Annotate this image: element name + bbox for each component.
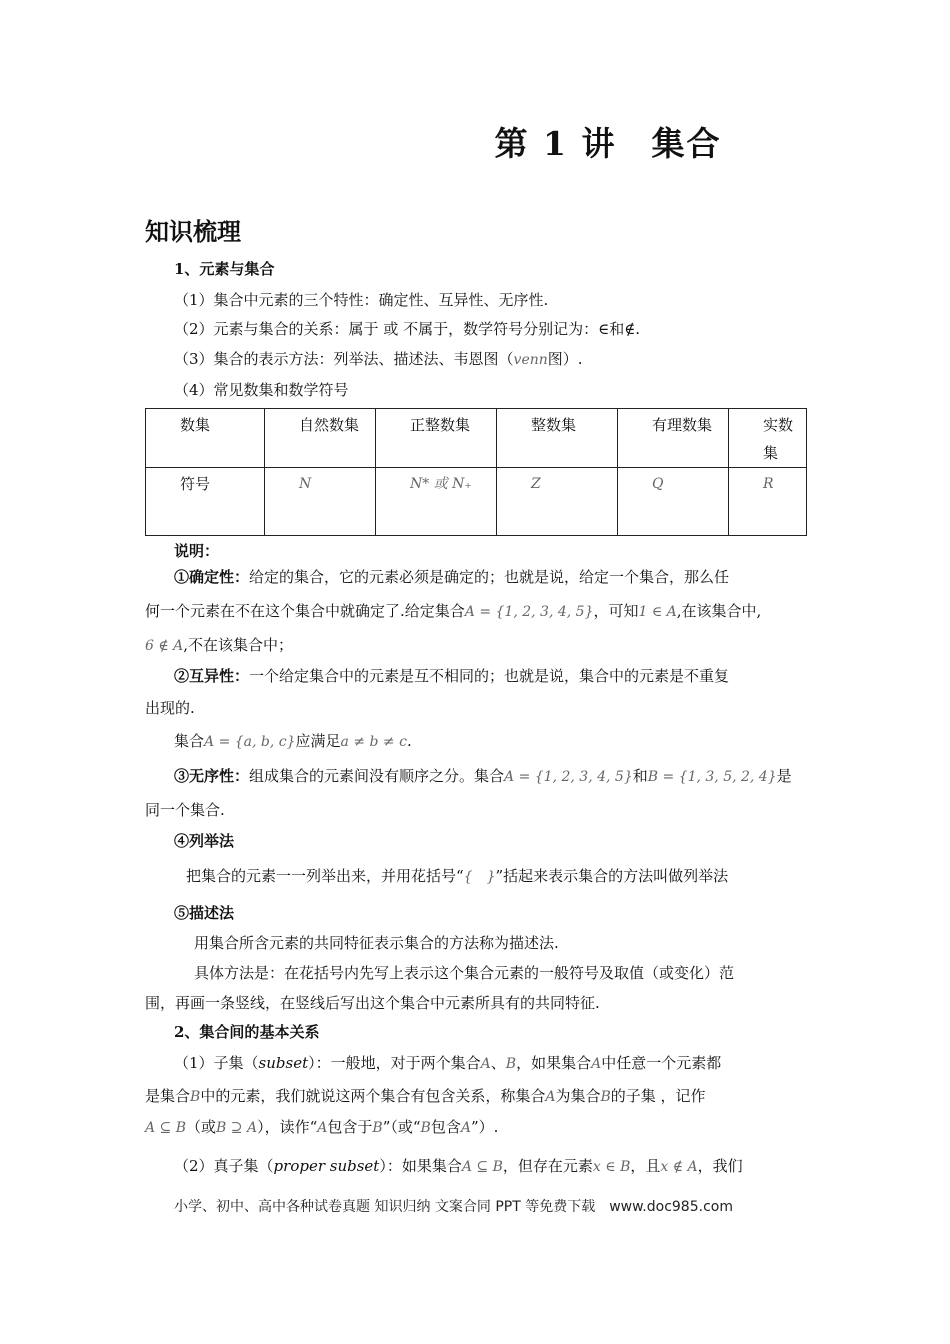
text: 中的元素，我们就说这两个集合有包含关系，称集合	[200, 1087, 546, 1105]
text: 中任意一个元素都	[601, 1054, 722, 1072]
note-5-label: ⑤描述法	[174, 904, 235, 922]
math: A = {1, 2, 3, 4, 5}	[464, 604, 594, 620]
subsection-heading-1: 1、元素与集合	[174, 260, 275, 278]
math: B = {1, 3, 5, 2, 4}	[647, 769, 777, 785]
math: A	[480, 1056, 491, 1072]
text: ”（或“	[382, 1118, 421, 1136]
math: B	[190, 1089, 201, 1105]
text: ,不在该集合中；	[183, 636, 294, 654]
table-cell: Q	[618, 468, 729, 536]
subset-line-3	[145, 1116, 498, 1137]
text: ，可知	[593, 602, 639, 620]
page-title: 第 1 讲 集合	[494, 124, 722, 163]
table-cell: 符号	[146, 468, 265, 536]
note-2-example	[174, 730, 412, 751]
text: 是集合	[145, 1087, 191, 1105]
text: ）：一般地，对于两个集合	[308, 1054, 481, 1072]
text: （或	[186, 1118, 217, 1136]
math: A ⊆ B	[145, 1120, 187, 1136]
table-cell: 正整数集	[376, 409, 497, 468]
text: ,在该集合中,	[676, 602, 762, 620]
subset-line-1	[174, 1052, 721, 1073]
math: x ∈ B	[592, 1159, 631, 1175]
note-5-line-3: 围，再画一条竖线，在竖线后写出这个集合中元素所具有的共同特征.	[145, 994, 600, 1012]
math: A ⊆ B	[461, 1159, 503, 1175]
text: 组成集合的元素间没有顺序之分。集合	[249, 767, 505, 785]
paragraph-4: （4）常见数集和数学符号	[174, 381, 349, 399]
text: 应满足	[295, 732, 341, 750]
text: ”）.	[470, 1118, 499, 1136]
text: ）：如果集合	[379, 1157, 462, 1175]
number-sets-table	[145, 408, 807, 536]
p3-text-a: （3）集合的表示方法：列举法、描述法、韦恩图（	[174, 350, 514, 368]
note-4-text	[186, 865, 728, 886]
math: 6 ∉ A	[145, 638, 184, 654]
text: ，且	[630, 1157, 661, 1175]
math: B	[600, 1089, 611, 1105]
math: { }	[463, 869, 496, 885]
p3-text-b: 图）.	[547, 350, 583, 368]
math: x ∉ A	[660, 1159, 698, 1175]
math: B	[420, 1120, 431, 1136]
note-3-label: ③无序性：	[174, 767, 250, 785]
notes-label: 说明：	[174, 542, 220, 560]
text: 集合	[174, 732, 205, 750]
text: 把集合的元素一一列举出来，并用花括号“	[186, 867, 464, 885]
math: a ≠ b ≠ c	[340, 734, 407, 750]
note-1-label: ①确定性：	[174, 568, 250, 586]
table-cell: N	[265, 468, 376, 536]
note-2-line-1	[174, 665, 729, 686]
paragraph-2	[174, 318, 640, 339]
note-2-line-2: 出现的.	[145, 699, 195, 717]
note-1-line-3	[145, 634, 293, 655]
paragraph-3	[174, 348, 583, 369]
paragraph-1: （1）集合中元素的三个特性：确定性、互异性、无序性.	[174, 291, 549, 309]
p2-symbols: ∈和∉.	[598, 320, 641, 338]
table-cell: R	[729, 468, 807, 536]
table-cell: 数集	[146, 409, 265, 468]
proper-subset-line-1	[174, 1155, 743, 1176]
text: ，我们	[697, 1157, 743, 1175]
math: A	[460, 1120, 471, 1136]
table-cell: Z	[497, 468, 618, 536]
subset-line-2	[145, 1085, 706, 1106]
text: 包含于	[327, 1118, 373, 1136]
text: 是	[776, 767, 792, 785]
table-cell: 实数集	[729, 409, 807, 468]
text: 、	[490, 1054, 506, 1072]
math: 1 ∈ A	[638, 604, 677, 620]
text: 的子集 ，记作	[610, 1087, 706, 1105]
text: 包含	[430, 1118, 461, 1136]
table-cell: 自然数集	[265, 409, 376, 468]
term: subset	[258, 1054, 309, 1072]
table-row	[146, 468, 807, 536]
p3-math: venn	[513, 352, 548, 368]
text: ”括起来表示集合的方法叫做列举法	[495, 867, 729, 885]
text: （2）真子集（	[174, 1157, 274, 1175]
note-1-line-1	[174, 566, 729, 587]
math: B	[372, 1120, 383, 1136]
p2-text: （2）元素与集合的关系：属于 或 不属于，数学符号分别记为：	[174, 320, 599, 338]
footer-ad: 小学、初中、高中各种试卷真题 知识归纳 文案合同 PPT 等免费下载 www.doc985.com	[174, 1199, 733, 1215]
math: A = {a, b, c}	[204, 734, 296, 750]
note-1-text: 给定的集合，它的元素必须是确定的；也就是说，给定一个集合，那么任	[249, 568, 730, 586]
text: 和	[632, 767, 648, 785]
text: ，如果集合	[516, 1054, 592, 1072]
note-5-line-2: 具体方法是：在花括号内先写上表示这个集合元素的一般符号及取值（或变化）范	[194, 964, 735, 982]
note-1-line-2	[145, 600, 761, 621]
math: B	[505, 1056, 517, 1072]
note-2-label: ②互异性：	[174, 667, 250, 685]
section-heading: 知识梳理	[145, 217, 241, 246]
text: 何一个元素在不在这个集合中就确定了.给定集合	[145, 602, 465, 620]
math: B ⊇ A	[216, 1120, 258, 1136]
math: A	[317, 1120, 328, 1136]
subsection-heading-2: 2、集合间的基本关系	[174, 1023, 320, 1041]
table-row	[146, 409, 807, 468]
term: proper subset	[273, 1157, 380, 1175]
note-5-line-1: 用集合所含元素的共同特征表示集合的方法称为描述法.	[194, 934, 559, 952]
table-cell: N* 或 N₊	[376, 468, 497, 536]
math: A	[545, 1089, 556, 1105]
text: ），读作“	[257, 1118, 318, 1136]
table-cell: 有理数集	[618, 409, 729, 468]
text: 一个给定集合中的元素是互不相同的；也就是说，集合中的元素是不重复	[249, 667, 730, 685]
note-3-line-2: 同一个集合.	[145, 801, 225, 819]
text: .	[406, 732, 412, 750]
table-cell: 整数集	[497, 409, 618, 468]
note-3-line-1	[174, 765, 792, 786]
math: A = {1, 2, 3, 4, 5}	[504, 769, 633, 785]
note-4-label: ④列举法	[174, 832, 235, 850]
text: （1）子集（	[174, 1054, 259, 1072]
text: ，但存在元素	[502, 1157, 593, 1175]
math: A	[591, 1056, 602, 1072]
text: 为集合	[555, 1087, 601, 1105]
